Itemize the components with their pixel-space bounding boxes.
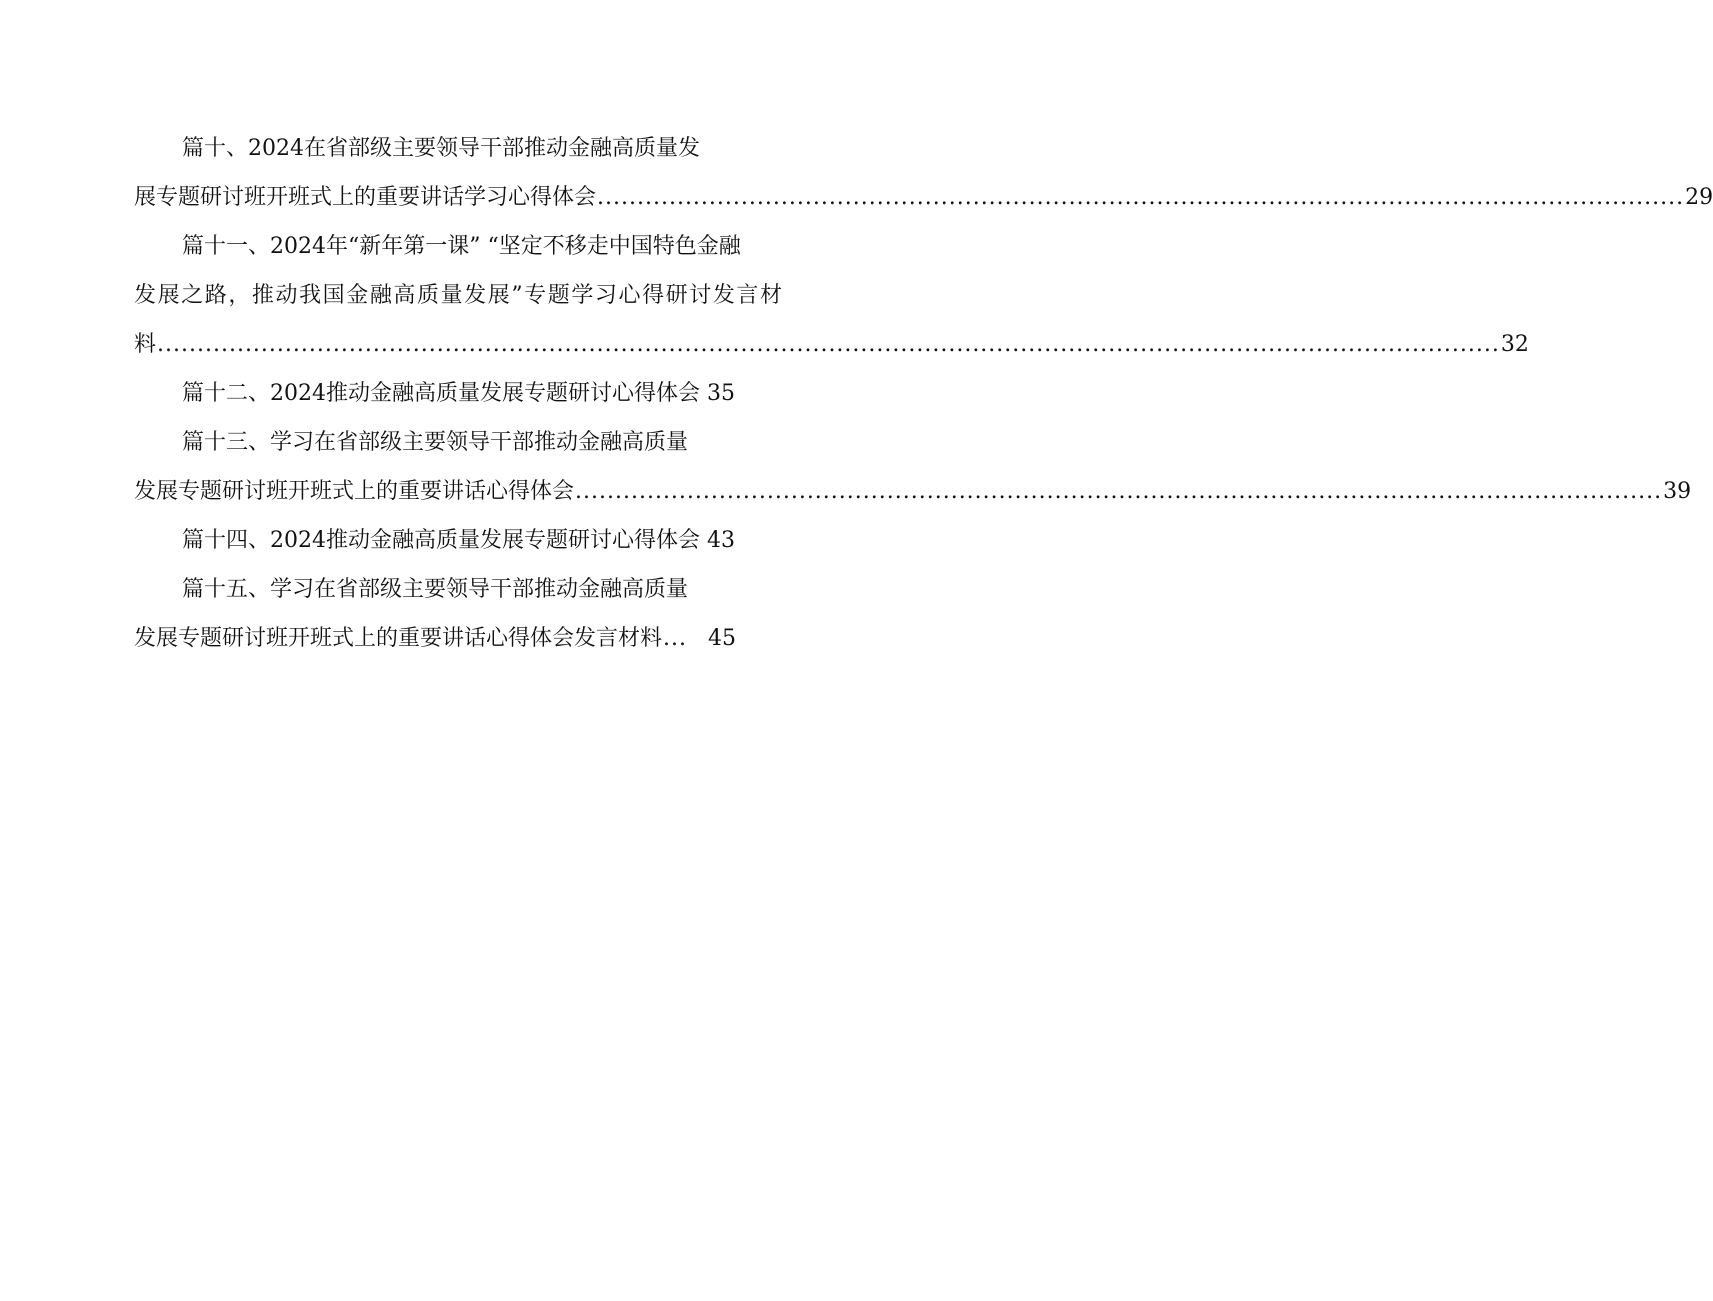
- toc-leader-dots: ........................................................................................................................................: [597, 185, 1685, 210]
- toc-leader-dots: ...: [663, 626, 687, 651]
- toc-entry-14[interactable]: [134, 516, 804, 565]
- toc-entry-10-line-2[interactable]: [134, 173, 1713, 222]
- toc-entry-text: 篇十一、2024年“新年第一课” “坚定不移走中国特色金融: [182, 234, 741, 259]
- toc-page-number: 29: [1685, 185, 1713, 210]
- toc-entry-12[interactable]: [134, 369, 804, 418]
- toc-entry-text: 篇十二、2024推动金融高质量发展专题研讨心得体会: [182, 381, 700, 406]
- toc-entry-text: 篇十五、学习在省部级主要领导干部推动金融高质量: [182, 577, 689, 602]
- toc-page-number: 32: [1500, 332, 1529, 357]
- toc-entry-15-line-2[interactable]: [134, 614, 736, 663]
- toc-entry-text: 发展专题研讨班开班式上的重要讲话心得体会: [134, 479, 575, 504]
- toc-leader-dots: ........................................................................................................................................................................: [157, 332, 1500, 357]
- toc-entry-15-line-1: [134, 565, 804, 614]
- toc-entry-text: 料: [134, 332, 157, 357]
- toc-entry-11-line-2: [134, 271, 782, 320]
- toc-page-number: 43: [707, 528, 735, 553]
- toc-entry-text: 展专题研讨班开班式上的重要讲话学习心得体会: [134, 185, 597, 210]
- toc-entry-13-line-2[interactable]: [134, 467, 1692, 516]
- toc-entry-13-line-1: [134, 418, 804, 467]
- toc-page-number: 35: [707, 381, 735, 406]
- toc-entry-text: 篇十三、学习在省部级主要领导干部推动金融高质量: [182, 430, 689, 455]
- table-of-contents: [134, 124, 1713, 663]
- toc-entry-text: 篇十四、2024推动金融高质量发展专题研讨心得体会: [182, 528, 700, 553]
- toc-entry-11-line-1: [134, 222, 804, 271]
- toc-entry-text: 发展之路，推动我国金融高质量发展”专题学习心得研讨发言材: [134, 283, 782, 308]
- toc-page-number: 45: [708, 626, 736, 651]
- toc-entry-11-line-3[interactable]: [134, 320, 1529, 369]
- toc-entry-text: 篇十、2024在省部级主要领导干部推动金融高质量发: [182, 136, 700, 161]
- toc-entry-text: 发展专题研讨班开班式上的重要讲话心得体会发言材料: [134, 626, 663, 651]
- toc-page-number: 39: [1663, 479, 1692, 504]
- toc-entry-10-line-1: [134, 124, 804, 173]
- toc-leader-dots: ........................................................................................................................................: [575, 479, 1663, 504]
